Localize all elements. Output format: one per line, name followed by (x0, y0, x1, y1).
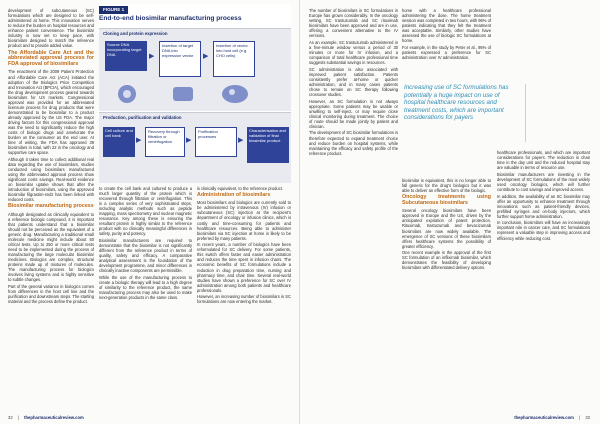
paragraph: As an example, SC trastuzumab administered in a five-minute window versus a period of 30 minutes or more for IV infusion, and a comparison of total healthcare professional time suggests substantial savings in resources. (309, 39, 398, 66)
paragraph: Several oncology biosimilars have been approved in Europe and the US, driven by the anticipated expiration of patent protection. Rituximab, trastuzumab and bevacizumab biosimilars are now widely available. The emergence of SC versions of these biosimilars offers healthcare systems the possibility of greater efficiency. (402, 208, 491, 249)
figure-manufacturing-process (99, 4, 291, 182)
paragraph: One recent example is the approval of the first SC formulation of an infliximab biosimilar, which demonstrates the feasibility of developing biosimilars with differentiated delivery options. (402, 250, 491, 271)
step-characterisation: Characterisation and validation of final biosimilar product (247, 127, 289, 163)
band-label: Production, purification and validation (103, 115, 182, 120)
arrow-right-icon: ▶ (186, 137, 192, 144)
footer-separator: | (17, 415, 19, 420)
step-illustration (105, 81, 255, 107)
paragraph: However, an SC formulation is not always appropriate. Some patients may be unable or unwilling to self-inject, or may require close clinical monitoring during treatment. The choice of route should be made jointly by patient and clinician. (309, 98, 398, 129)
footer-site: thepharmaceuticalreview.com (514, 415, 574, 420)
paragraph: biosimilar is equivalent, this is no longer able to fall generic for the drug's biologics but it was able to deliver an effective form of the biologic. (402, 178, 491, 194)
article-column-5 (402, 8, 491, 82)
page-number: 33 (585, 415, 590, 420)
paragraph: Although it takes time to collect additional real data regarding the use of biosimilars, studies conducted using biosimilars manufactured using the abbreviated approval process show significant costs savings. Real-world evidence on biosimilar uptake shows that after the introduction of biosimilars, using the approved biosimilar filgrastim-sndz has been linked with reduced costs. (8, 156, 94, 203)
paragraph: is clinically equivalent, to the reference product. (197, 186, 284, 191)
paragraph: In addition, the availability of an SC biosimilar may offer an opportunity to enhance treatment through innovations such as patient-friendly devices, prefilled syringes and on-body injectors, which further support home administration. (497, 193, 590, 219)
footer-left (8, 412, 292, 424)
article-column-2 (99, 186, 192, 408)
paragraph: to create the cell bank and cultured to produce a much larger quantity of the protein which is recovered through filtration or centrifugation. This is a complex series of very sophisticated steps, including analytic methods such as peptide mapping, mass spectrometry and nuclear magnetic resonance. Key among these is ensuring the resultant protein is highly similar to the reference product with no clinically meaningful differences in safety, purity and potency. (99, 186, 192, 237)
article-column-3 (197, 186, 291, 408)
paragraph: In recent years, a number of biologics have been reformulated for SC delivery. For some patients, this switch offers faster and easier administration and reduces the time spent in infusion chairs. The economic benefits of SC formulations include a reduction in drug preparation time, nursing and pharmacy time, and chair time. Several real-world studies have shown a preference for SC over IV administration among both patients and healthcare professionals. (197, 242, 291, 293)
paragraph: In conclusion, biosimilars will have an increasingly important role in cancer care, and SC formulations represent a valuable step in improving access and efficiency while reducing cost. (497, 220, 590, 241)
figure-tag: FIGURE 1 (99, 6, 128, 14)
arrow-right-icon: ▶ (136, 137, 142, 144)
article-column-5-continued (402, 178, 491, 406)
paragraph: Most biosimilars and biologics are currently sold to be administered by intravenous (IV) infusion or subcutaneous (SC) injection at the recipient's department of oncology or infusion clinics, which is costly and time-consuming for patients and healthcare resources. Being able to administer biosimilars via SC injection at home is likely to be preferred by many patients. (197, 200, 291, 241)
section-heading: The Affordable Care Act and the abbreviated approval process for FDA approval of biosimilars (8, 49, 94, 68)
section-heading: Administration of biosimilars (197, 192, 271, 199)
paragraph: SC administration is also associated with improved patient satisfaction. Patients consistently prefer at-home or quicker administration, and in many cases patients chose to remain on SC therapy following crossover studies. (309, 66, 398, 97)
paragraph: home with a healthcare professional administering the dose. The home treatment session was completed in two hours, with 96% of patients indicating that they felt the treatment was acceptable. Similarly, other studies have assessed the use of biologic SC formulations at home. (402, 8, 491, 44)
footer-separator: | (579, 415, 581, 420)
page-number: 32 (8, 415, 13, 420)
step-purification: Purification processes (195, 127, 237, 157)
article-column-1 (8, 8, 94, 408)
paragraph: The number of biosimilars in SC formulations in Europe has grown considerably. In the oncology setting, SC trastuzumab and SC rituximab biosimilars have been approved and are in use, offering a convenient alternative to the IV versions. (309, 8, 398, 39)
article-column-6 (497, 150, 590, 408)
paragraph: The development of SC biosimilar formulations is therefore expected to expand treatment choice and reduce burden on hospital systems, while maintaining the efficacy and safety profile of the reference product. (309, 130, 398, 156)
pull-quote-divider (525, 84, 526, 142)
pull-quote (404, 84, 588, 148)
paragraph: However, an increasing number of biosimilars in SC formulations are now entering the market. (197, 294, 291, 305)
step-insert-vector: Insertion of target DNA into expression vector (159, 41, 201, 77)
paragraph: The enactment of the 2009 Patient Protection and Affordable Care Act (ACA) initiated the adoption of the Biologics Price Competition and Innovation Act (BPCIA), which encouraged the drug development process geared towards biosimilars for US markets. Congressional approval was provided for an abbreviated licensure process for drug products that were demonstrated to be biosimilar to a product already approved by the US FDA. The major driving factors for this congressional approval was the need to significantly reduce the high costs of biologic drugs and ameliorate the burden on the consumer as the end user. At time of writing, the FDA has approved 39 biosimilars in total, with 22 in the oncology and supportive care space. (8, 69, 94, 156)
paragraph: For example, in the study by Peter et al., 95% of patients expressed a preference for SC administration over IV administration. (402, 44, 491, 61)
paragraph: Biosimilar manufacturers are investing in the development of SC formulations of the most widely used oncology biologics, which will further contribute to cost savings and improved access. (497, 171, 590, 192)
article-column-4 (309, 8, 398, 410)
paragraph: Biosimilar manufacturers are required to demonstrate that the biosimilar is not significantly different from the reference product in terms of quality, safety and efficacy. A comparative analytical assessment is the foundation of the development programme, and minor differences in clinically inactive components are permissible. (99, 238, 192, 274)
section-heading: Oncology treatments using Subcutaneous biosimilars (402, 194, 491, 207)
paragraph: While the use of the manufacturing process to create a biologic therapy will lead to a high degree of similarity to the reference product, the same manufacturing process may also be used to make next-generation products in the same class. (99, 274, 192, 301)
arrow-right-icon: ▶ (149, 53, 155, 60)
paragraph: healthcare professionals, and which are important considerations for payers. The reduction in chair time in the day unit and the reduced hospital stay are valuable in terms of resource use. (497, 150, 590, 171)
figure-band-cloning (99, 28, 291, 111)
paragraph: Although designated as clinically equivalent to a reference biologic compound, it is important that patients understand that a biosimilar should not be perceived as the equivalent of a generic drug. Manufacturing a traditional small molecule medicine might include about 50 critical tests. Up to 250 or more critical tests need to be implemented during the process of manufacturing the large molecular biosimilar medicines. Biologics are complex, structural proteins made up of mixtures of molecules. The manufacturing process for biologics involves living systems and is highly sensitive to subtle changes. (8, 211, 94, 283)
arrow-right-icon: ▶ (238, 137, 244, 144)
footer-right (309, 412, 590, 424)
arrow-right-icon: ▶ (203, 53, 209, 60)
pull-quote-text: Increasing use of SC formulations has potentially a huge impact on use of hospital healthcare resources and treatment costs, which are important considerations for payers (404, 84, 509, 122)
step-source-dna: Source DNA incorporating target DNA (105, 41, 147, 71)
footer-site: thepharmaceuticalreview.com (24, 415, 84, 420)
paragraph: Part of the general variance in biologics comes from differences in the host cell line and the purification and downstream steps. The starting material and the process define the product. (8, 283, 94, 304)
section-heading: Biosimilar manufacturing process (8, 203, 94, 210)
band-label: Cloning and protein expression (103, 31, 168, 36)
step-host-cell: Insertion of vector into host cell (e.g. CHO cells) (213, 41, 255, 77)
figure-band-production (99, 112, 291, 183)
figure-title: End-to-end biosimilar manufacturing process (99, 15, 242, 22)
paragraph: development of subcutaneous (SC) formulations which are designed to be self-administered at home. This innovation serves to reduce the burden on hospital resources and enhance patient convenience. The biosimilar industry is now set to keep pace, with biosimilars designed to match the reference product and to provide added value. (8, 8, 94, 49)
step-recovery: Recovery through filtration or centrifugation (145, 127, 185, 157)
step-cell-culture: Cell culture and cell bank (103, 127, 135, 157)
